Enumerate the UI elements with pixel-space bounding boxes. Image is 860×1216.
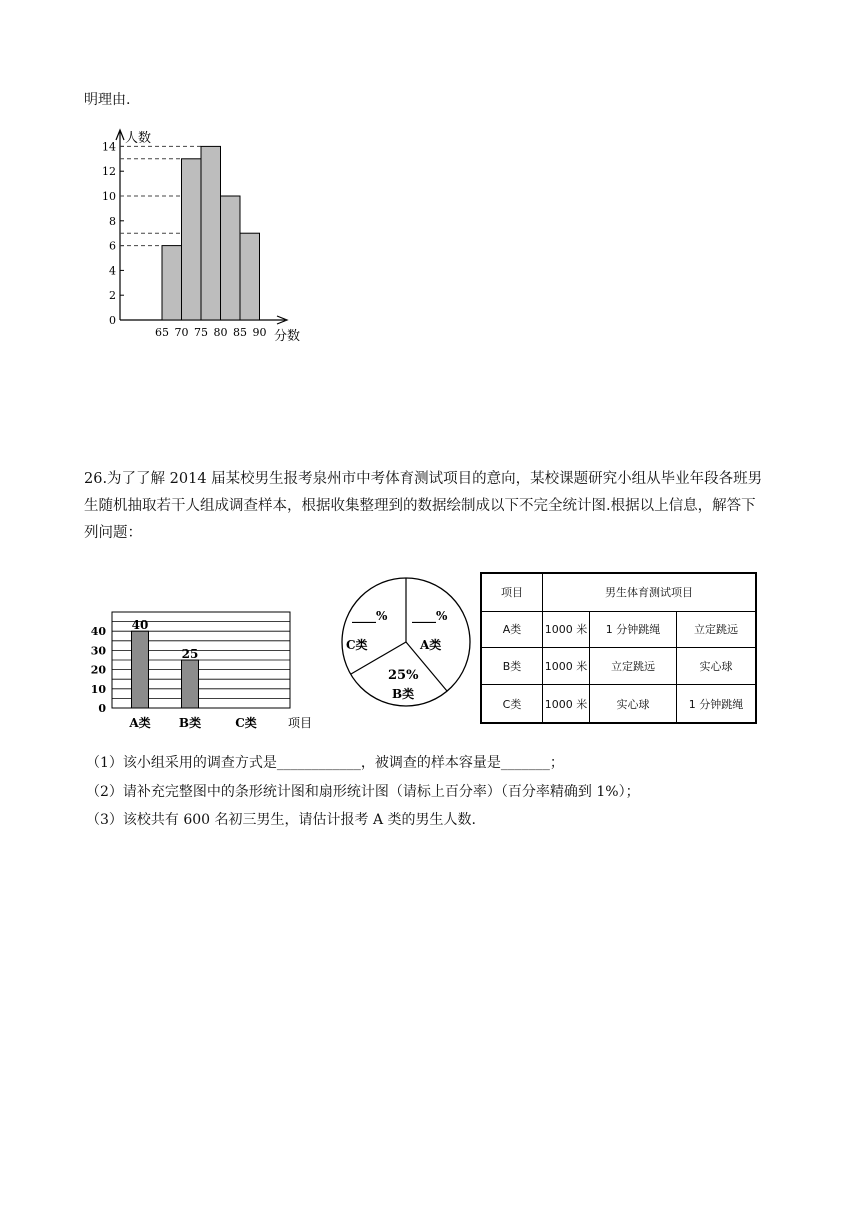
- question-1: （1）该小组采用的调查方式是____________，被调查的样本容量是_______；: [86, 755, 564, 771]
- question-3: （3）该校共有 600 名初三男生，请估计报考 A 类的男生人数.: [86, 812, 476, 828]
- bar-chart-y-tick-label: 40: [90, 625, 106, 639]
- histogram-x-tick-label: 75: [194, 326, 208, 339]
- histogram-x-tick-label: 85: [233, 326, 247, 339]
- pie-c-percent: ____%: [352, 609, 388, 623]
- histogram-y-tick-label: 14: [102, 140, 116, 154]
- bar-chart-y-tick-label: 30: [90, 644, 106, 658]
- problem-line-3: 列问题：: [84, 525, 142, 541]
- question-2: （2）请补充完整图中的条形统计图和扇形统计图（请标上百分率）（百分率精确到 1%）；: [86, 784, 640, 800]
- histogram-y-tick-label: 4: [109, 264, 116, 278]
- bar-chart-value-label: 25: [181, 647, 199, 661]
- bar-chart-bar: [132, 631, 149, 708]
- table-header-title: 男生体育测试项目: [543, 573, 757, 611]
- table-cell-cat: B类: [481, 648, 543, 685]
- table-cell: 1000 米: [543, 685, 590, 723]
- problem-line-1: 26.为了了解 2014 届某校男生报考泉州市中考体育测试项目的意向，某校课题研究小组从毕业年段各班男: [84, 471, 763, 487]
- histogram-y-tick-label: 2: [109, 289, 116, 303]
- pie-a-name: A类: [420, 638, 442, 652]
- bar-chart-category-label: A类: [129, 716, 151, 730]
- table-cell: 实心球: [677, 648, 757, 685]
- bar-chart-x-label: 项目: [288, 716, 313, 730]
- bar-chart-y-tick-label: 20: [90, 663, 106, 677]
- table-row: [481, 611, 756, 648]
- histogram-chart: [100, 120, 340, 350]
- pie-b-percent: 25%: [388, 668, 419, 683]
- problem-line-2: 生随机抽取若干人组成调查样本，根据收集整理到的数据绘制成以下不完全统计图.根据以上信息，解答下: [84, 498, 756, 514]
- table-cell-cat: A类: [481, 611, 543, 648]
- histogram-y-tick-label: 8: [109, 214, 116, 228]
- histogram-y-label: 人数: [125, 131, 152, 146]
- problem-text: [84, 466, 762, 547]
- histogram-y-tick-label: 6: [109, 239, 116, 253]
- table-cell: 实心球: [590, 685, 677, 723]
- histogram-y-tick-label: 12: [102, 165, 116, 179]
- pie-chart: [336, 576, 476, 716]
- table-cell: 1 分钟跳绳: [677, 685, 757, 723]
- bar-chart-bar: [182, 660, 199, 708]
- histogram-x-tick-label: 70: [174, 326, 189, 339]
- table-cell: 1000 米: [543, 648, 590, 685]
- histogram-bar: [201, 146, 221, 320]
- histogram-bar: [182, 159, 202, 320]
- histogram-x-tick-label: 90: [252, 326, 267, 339]
- top-text: 明理由.: [84, 92, 131, 108]
- table-cell: 立定跳远: [677, 611, 757, 648]
- histogram-bar: [162, 246, 182, 320]
- histogram-x-tick-label: 65: [155, 326, 169, 339]
- histogram-x-label: 分数: [274, 329, 301, 344]
- table-cell: 1000 米: [543, 611, 590, 648]
- bar-chart: [84, 578, 334, 738]
- histogram-y-tick-label: 10: [102, 190, 116, 203]
- histogram-bar: [221, 196, 241, 320]
- histogram-bar: [240, 233, 260, 320]
- table-row: [481, 648, 756, 685]
- test-items-table: [480, 572, 757, 724]
- table-header-row: [481, 573, 756, 611]
- histogram-y-tick-label: 0: [109, 314, 116, 327]
- histogram-x-tick-label: 80: [213, 326, 228, 339]
- bar-chart-category-label: B类: [178, 716, 202, 730]
- table-header-item: 项目: [481, 573, 543, 611]
- pie-a-percent: ____%: [412, 609, 448, 623]
- bar-chart-y-tick-label: 0: [98, 702, 106, 715]
- table-cell: 1 分钟跳绳: [590, 611, 677, 648]
- bar-chart-marks: [91, 612, 312, 730]
- histogram-marks: [102, 130, 300, 344]
- table-row: [481, 685, 756, 723]
- bar-chart-y-tick-label: 10: [90, 682, 106, 696]
- table-cell-cat: C类: [481, 685, 543, 723]
- pie-b-name: B类: [392, 687, 415, 701]
- bar-chart-value-label: 40: [131, 618, 149, 633]
- table-cell: 立定跳远: [590, 648, 677, 685]
- bar-chart-category-label: C类: [235, 716, 257, 730]
- pie-c-name: C类: [346, 638, 368, 652]
